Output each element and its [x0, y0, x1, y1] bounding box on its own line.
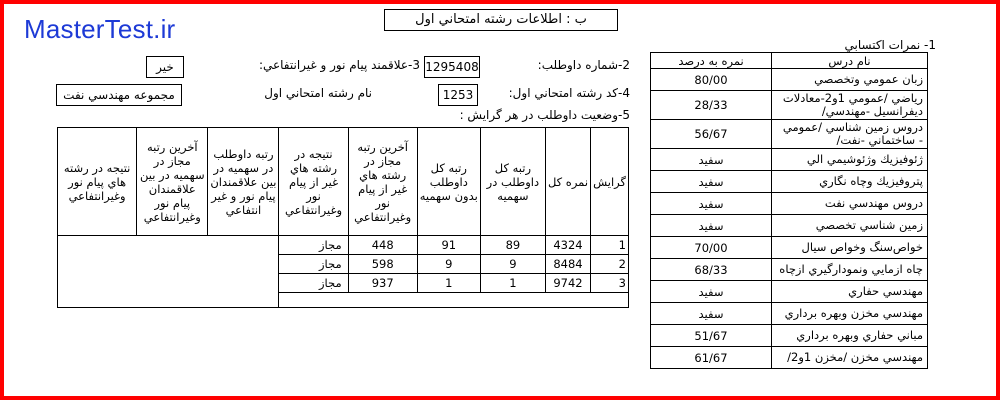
course-name: زبان عمومي وتخصصي: [772, 69, 928, 91]
course-score: 51/67: [651, 325, 772, 347]
grades-row: [651, 171, 928, 193]
candidate-number-label: 2-شماره داوطلب:: [537, 58, 630, 72]
grades-row: [651, 303, 928, 325]
status-body: [58, 236, 629, 308]
course-score: سفيد: [651, 193, 772, 215]
course-name: مباني حفاري وبهره برداري: [772, 325, 928, 347]
status-last-rank: 937: [348, 274, 417, 293]
site-logo: MasterTest.ir: [24, 14, 176, 44]
status-empty-cell: [279, 293, 629, 308]
grades-row: [651, 69, 928, 91]
status-group: 3: [591, 274, 629, 293]
status-rank-quota: 1: [480, 274, 545, 293]
status-col-result: نتيجه در رشته هاي غير از پيام نور وغيرانتفاعي: [279, 128, 348, 236]
status-rank-no-quota: 9: [417, 255, 480, 274]
course-score: 70/00: [651, 237, 772, 259]
grades-col-course: نام درس: [772, 53, 928, 69]
field-name-label: نام رشته امتحاني اول: [264, 86, 372, 100]
status-total: 8484: [545, 255, 590, 274]
status-group: 1: [591, 236, 629, 255]
grades-row: [651, 237, 928, 259]
grades-row: [651, 259, 928, 281]
grades-row: [651, 120, 928, 149]
course-name: دروس مهندسي نفت: [772, 193, 928, 215]
course-score: 80/00: [651, 69, 772, 91]
status-total: 9742: [545, 274, 590, 293]
grades-row: [651, 347, 928, 369]
field-name-value: مجموعه مهندسي نفت: [56, 84, 182, 106]
status-col-total: نمره كل: [545, 128, 590, 236]
status-group: 2: [591, 255, 629, 274]
field-code-value: 1253: [438, 84, 478, 106]
course-name: پتروفيزيك وچاه نگاري: [772, 171, 928, 193]
grades-body: [651, 69, 928, 369]
course-score: سفيد: [651, 303, 772, 325]
course-name: زمين شناسي تخصصي: [772, 215, 928, 237]
course-score: سفيد: [651, 149, 772, 171]
grades-row: [651, 149, 928, 171]
course-name: مهندسي مخزن وبهره برداري: [772, 303, 928, 325]
course-name: مهندسي حفاري: [772, 281, 928, 303]
status-rank-no-quota: 91: [417, 236, 480, 255]
status-header-row: [58, 128, 629, 236]
course-score: سفيد: [651, 215, 772, 237]
course-name: خواص‌سنگ وخواص سيال: [772, 237, 928, 259]
course-name: دروس زمين شناسي /عمومي - ساختماني -نفت/: [772, 120, 928, 149]
interest-value: خير: [146, 56, 184, 78]
course-name: ژئوفيزيك وژئوشيمي الي: [772, 149, 928, 171]
grades-col-score: نمره به درصد: [651, 53, 772, 69]
status-rank-no-quota: 1: [417, 274, 480, 293]
status-rank-quota: 89: [480, 236, 545, 255]
status-col-last-rank: آخرين رتبه مجاز در رشته هاي غير از پيام نور وغيرانتفاعي: [348, 128, 417, 236]
section1-heading: 1- نمرات اكتسابي: [844, 38, 936, 52]
course-score: 68/33: [651, 259, 772, 281]
grades-row: [651, 91, 928, 120]
course-score: 61/67: [651, 347, 772, 369]
status-col-group: گرايش: [591, 128, 629, 236]
status-col-rank-no-quota: رتبه كل داوطلب بدون سهميه: [417, 128, 480, 236]
pnu-empty-cell: [58, 236, 279, 308]
grades-row: [651, 325, 928, 347]
course-name: چاه ازمايي ونمودارگيري ازچاه: [772, 259, 928, 281]
section5-heading: 5-وضعيت داوطلب در هر گرايش :: [459, 108, 630, 122]
grades-row: [651, 193, 928, 215]
course-score: سفيد: [651, 171, 772, 193]
status-col-pnu-rank: رتبه داوطلب در سهميه در بين علاقمندان پيام نور و غير انتفاعي: [208, 128, 279, 236]
status-last-rank: 448: [348, 236, 417, 255]
grades-table: [650, 52, 928, 369]
grades-row: [651, 281, 928, 303]
status-result: مجاز: [279, 236, 348, 255]
status-rank-quota: 9: [480, 255, 545, 274]
course-score: 56/67: [651, 120, 772, 149]
status-last-rank: 598: [348, 255, 417, 274]
status-col-rank-quota: رتبه كل داوطلب در سهميه: [480, 128, 545, 236]
course-name: رياضي /عمومي 1و2-معادلات ديفرانسيل -مهندسي/: [772, 91, 928, 120]
status-total: 4324: [545, 236, 590, 255]
status-col-pnu-last-rank: آخرين رتبه مجاز در سهميه در بين علاقمندان پيام نور وغيرانتفاعي: [137, 128, 208, 236]
grades-row: [651, 215, 928, 237]
field-code-label: 4-كد رشته امتحاني اول:: [508, 86, 630, 100]
status-result: مجاز: [279, 274, 348, 293]
candidate-number-value: 1295408: [424, 56, 480, 78]
section-title: ب : اطلاعات رشته امتحاني اول: [384, 9, 618, 31]
grades-header-row: [651, 53, 928, 69]
interest-label: 3-علاقمند پيام نور و غيرانتفاعي:: [258, 58, 420, 72]
status-table: [57, 127, 629, 308]
status-row: [58, 236, 629, 255]
course-score: سفيد: [651, 281, 772, 303]
status-col-pnu-result: نتيجه در رشته هاي پيام نور وغيرانتفاعي: [58, 128, 137, 236]
course-score: 28/33: [651, 91, 772, 120]
status-result: مجاز: [279, 255, 348, 274]
course-name: مهندسي مخزن /مخزن 1و2/: [772, 347, 928, 369]
